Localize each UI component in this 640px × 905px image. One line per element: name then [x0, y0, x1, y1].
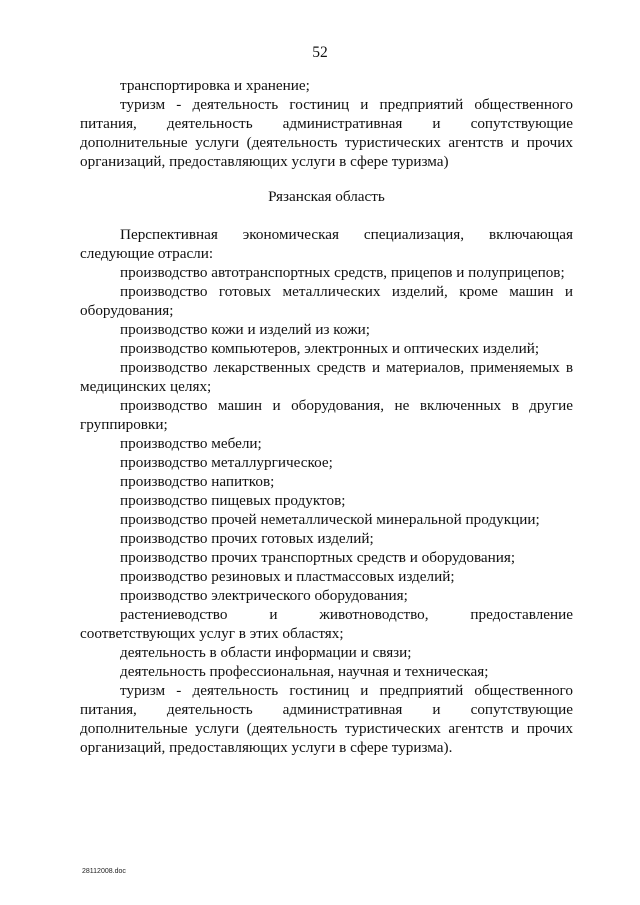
- region-intro: Перспективная экономическая специализация, включающая следующие отрасли:: [80, 226, 573, 262]
- industry-item: производство лекарственных средств и материалов, применяемых в медицинских целях;: [80, 359, 573, 395]
- document-body: [80, 76, 573, 757]
- page-number: 52: [312, 44, 328, 61]
- region-title: Рязанская область: [268, 188, 385, 205]
- industry-item: производство кожи и изделий из кожи;: [120, 321, 370, 338]
- industry-item: производство прочей неметаллической минеральной продукции;: [120, 511, 540, 528]
- industry-list: [80, 263, 573, 757]
- industry-item: растениеводство и животноводство, предоставление соответствующих услуг в этих областях;: [80, 606, 573, 642]
- industry-item: производство прочих транспортных средств и оборудования;: [120, 549, 516, 566]
- paragraph-transport: транспортировка и хранение;: [120, 77, 310, 94]
- industry-item: производство готовых металлических изделий, кроме машин и оборудования;: [80, 283, 573, 319]
- industry-item: производство прочих готовых изделий;: [120, 530, 374, 547]
- industry-item: производство электрического оборудования;: [120, 587, 408, 604]
- industry-item: производство металлургическое;: [120, 454, 333, 471]
- industry-item: производство пищевых продуктов;: [120, 492, 346, 509]
- industry-item: производство напитков;: [120, 473, 275, 490]
- industry-item: производство мебели;: [120, 435, 262, 452]
- footer-file-code: 28112008.doc: [82, 868, 126, 875]
- industry-item: производство машин и оборудования, не включенных в другие группировки;: [80, 397, 573, 433]
- industry-item: деятельность в области информации и связи;: [120, 644, 412, 661]
- industry-item: производство автотранспортных средств, прицепов и полуприцепов;: [120, 264, 565, 281]
- industry-item: туризм - деятельность гостиниц и предприятий общественного питания, деятельность административная и сопутствующие дополнительные услуги (деятельность туристических агентств и прочих организаций, предоставляющих услуги в сфере туризма).: [80, 682, 573, 756]
- industry-item: производство компьютеров, электронных и оптических изделий;: [120, 340, 540, 357]
- industry-item: производство резиновых и пластмассовых изделий;: [120, 568, 455, 585]
- industry-item: деятельность профессиональная, научная и техническая;: [120, 663, 489, 680]
- paragraph-tourism-previous: туризм - деятельность гостиниц и предприятий общественного питания, деятельность административная и сопутствующие дополнительные услуги (деятельность туристических агентств и прочих организаций, предоставляющих услуги в сфере туризма): [80, 96, 573, 170]
